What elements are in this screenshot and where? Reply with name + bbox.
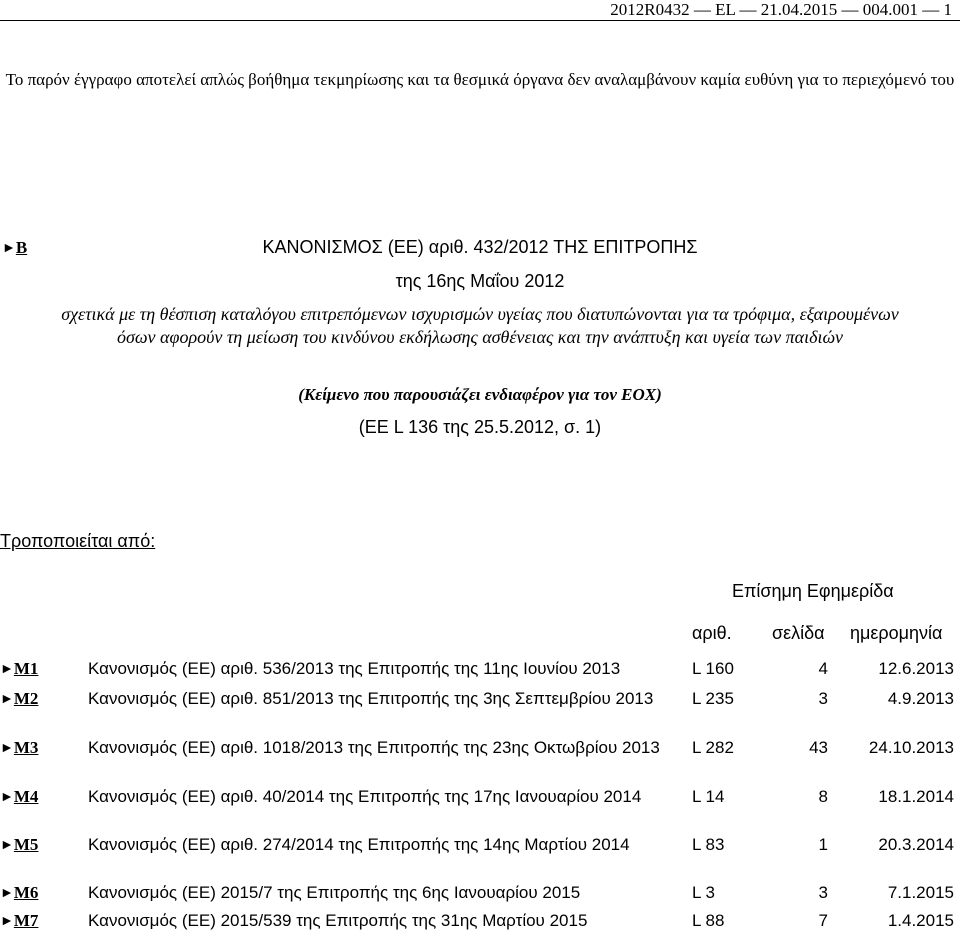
amendment-oj-date: 24.10.2013 [868, 738, 954, 757]
amendment-row-m4 [0, 786, 960, 830]
amendment-oj-number: L 88 [692, 911, 725, 930]
amendment-marker[interactable] [0, 658, 38, 682]
amendment-row-m3 [0, 737, 960, 781]
amendment-row-m7 [0, 910, 960, 934]
regulation-subject: σχετικά με τη θέσπιση καταλόγου επιτρεπόμενων ισχυρισμών υγείας που διατυπώνονται για τα τρόφιμα, εξαιρουμένων όσων αφορούν τη μείωση του κινδύνου εκδήλωσης ασθένειας και την ανάπτυξη και υγεία των παιδιών [61, 304, 899, 347]
amendment-oj-number: L 160 [692, 659, 734, 678]
right-triangle-icon: ► [0, 838, 14, 853]
column-header-number: αριθ. [692, 623, 732, 643]
right-triangle-icon: ► [0, 790, 14, 805]
right-triangle-icon: ► [0, 692, 14, 707]
amendment-oj-page: 43 [809, 738, 828, 757]
amendment-description: Κανονισμός (ΕΕ) 2015/539 της Επιτροπής της 31ης Μαρτίου 2015 [88, 911, 588, 930]
amendment-code[interactable]: M4 [13, 787, 39, 806]
amendment-code[interactable]: M5 [13, 835, 39, 854]
amendment-oj-page: 1 [818, 835, 828, 854]
amendment-oj-date: 20.3.2014 [878, 835, 954, 854]
amendment-oj-page: 4 [818, 659, 828, 678]
amendment-code[interactable]: M2 [13, 689, 39, 708]
official-journal-reference: (ΕΕ L 136 της 25.5.2012, σ. 1) [358, 417, 602, 437]
regulation-date: της 16ης Μαΐου 2012 [395, 271, 565, 291]
amendment-code[interactable]: M6 [13, 883, 39, 902]
amendment-description: Κανονισμός (ΕΕ) αριθ. 851/2013 της Επιτροπής της 3ης Σεπτεμβρίου 2013 [88, 689, 654, 708]
amendment-oj-date: 1.4.2015 [887, 911, 954, 930]
amended-by-label: Τροποποιείται από: [0, 531, 156, 551]
column-header-date: ημερομηνία [850, 623, 943, 643]
amendment-oj-page: 3 [818, 883, 828, 902]
amendment-marker[interactable] [0, 882, 38, 906]
amendment-code[interactable]: M7 [13, 911, 39, 930]
amendment-oj-number: L 83 [692, 835, 725, 854]
amendment-description: Κανονισμός (ΕΕ) 2015/7 της Επιτροπής της 6ης Ιανουαρίου 2015 [88, 883, 581, 902]
amendment-description: Κανονισμός (ΕΕ) αριθ. 1018/2013 της Επιτροπής της 23ης Οκτωβρίου 2013 [88, 738, 660, 757]
amendment-code[interactable]: M1 [13, 659, 39, 678]
amendment-row-m6 [0, 882, 960, 906]
amendment-oj-number: L 282 [692, 738, 734, 757]
right-triangle-icon: ► [0, 662, 14, 677]
column-header-page: σελίδα [772, 623, 825, 643]
amendment-oj-number: L 3 [692, 883, 716, 902]
amendment-marker[interactable] [0, 910, 38, 934]
amendment-oj-number: L 14 [692, 787, 725, 806]
amendment-oj-number: L 235 [692, 689, 734, 708]
amendment-marker[interactable] [0, 737, 38, 761]
official-journal-heading: Επίσημη Εφημερίδα [732, 581, 894, 601]
amendment-description: Κανονισμός (ΕΕ) αριθ. 274/2014 της Επιτροπής της 14ης Μαρτίου 2014 [88, 835, 630, 854]
eea-relevance-note: (Κείμενο που παρουσιάζει ενδιαφέρον για τον ΕΟΧ) [298, 385, 662, 404]
amendment-row-m5 [0, 834, 960, 878]
amendment-marker[interactable] [0, 834, 38, 858]
document-reference-header: 2012R0432 — EL — 21.04.2015 — 004.001 — 1 [610, 0, 952, 19]
right-triangle-icon: ► [2, 241, 16, 256]
amendment-oj-date: 7.1.2015 [887, 883, 954, 902]
amendment-marker[interactable] [0, 688, 38, 712]
header-divider [0, 20, 960, 21]
amendment-marker[interactable] [0, 786, 38, 810]
amendment-code[interactable]: M3 [13, 738, 39, 757]
amendment-description: Κανονισμός (ΕΕ) αριθ. 40/2014 της Επιτροπής της 17ης Ιανουαρίου 2014 [88, 787, 642, 806]
right-triangle-icon: ► [0, 914, 14, 929]
amendment-oj-page: 8 [818, 787, 828, 806]
amendment-oj-date: 12.6.2013 [878, 659, 954, 678]
right-triangle-icon: ► [0, 741, 14, 756]
amendment-oj-page: 3 [818, 689, 828, 708]
amendment-oj-date: 18.1.2014 [878, 787, 954, 806]
amendment-description: Κανονισμός (ΕΕ) αριθ. 536/2013 της Επιτροπής της 11ης Ιουνίου 2013 [88, 659, 621, 678]
amendment-oj-date: 4.9.2013 [887, 689, 954, 708]
right-triangle-icon: ► [0, 886, 14, 901]
basic-act-code[interactable]: B [15, 238, 28, 257]
amendment-row-m2 [0, 688, 960, 732]
disclaimer-text: Το παρόν έγγραφο αποτελεί απλώς βοήθημα τεκμηρίωσης και τα θεσμικά όργανα δεν αναλαμβάνουν καμία ευθύνη για το περιεχόμενό του [5, 70, 955, 89]
regulation-title: ΚΑΝΟΝΙΣΜΟΣ (ΕΕ) αριθ. 432/2012 ΤΗΣ ΕΠΙΤΡΟΠΗΣ [262, 237, 698, 257]
amendment-oj-page: 7 [818, 911, 828, 930]
